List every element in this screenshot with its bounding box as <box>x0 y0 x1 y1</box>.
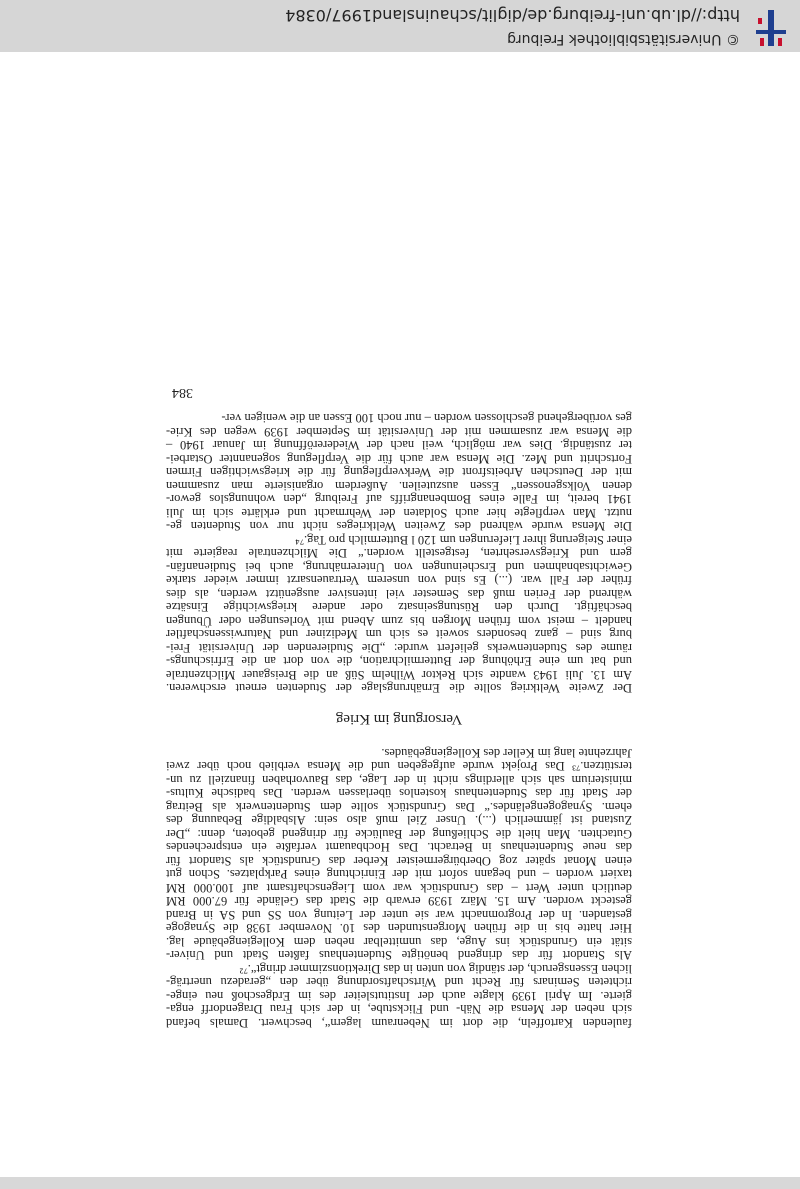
paragraphs-before <box>166 746 632 1030</box>
text-line: einer Steigerung ihrer Lieferungen um 120 l Buttermilch pro Tag.⁷⁴ <box>295 533 632 547</box>
footer-bar <box>0 0 800 52</box>
text-line: räume des Studentenwerks geliefert wurde: „Die Studierenden der Universität Frei- <box>166 641 632 655</box>
text-line: Als Standort für das dringend benötigte Studentenhaus faßten Stadt und Univer- <box>166 948 632 963</box>
text-line: Am 13. Juli 1943 wandte sich Rektor Wilhelm Süß an die Breisgauer Milchzentrale <box>166 668 632 682</box>
text-line: Gutachten. Man hielt die Schließung der Baulücke für dringend geboten, denn: „Der <box>166 827 632 841</box>
text-line: Hier hatte bis in die frühen Morgenstunden des 10. November 1938 die Synagoge <box>166 921 632 936</box>
text-line: richteten Seminars für Recht und Wirtschaftsordnung über den „geradezu unerträg- <box>166 975 632 990</box>
text-line: Die Mensa wurde während des Zweiten Weltkrieges nicht nur von Studenten ge- <box>166 519 632 534</box>
text-line: nutzt. Man verpflegte hier auch Soldaten der Wehrmacht und erklärte sich im Juli <box>166 506 632 520</box>
paragraph <box>166 962 632 1030</box>
text-line: der Stadt für das Studentenhaus kostenlos überlassen werden. Das badische Kultus- <box>166 786 632 801</box>
text-line: ter zuständig. Dies war möglich, weil nach der Wiedereröffnung im Januar 1940 – <box>166 438 632 453</box>
text-line: faulenden Kartoffeln, die dort im Nebenraum lagern“, beschwert. Damals befand <box>166 1016 632 1030</box>
text-line: denen Volksgenossen“ Essen auszuteilen. Außerdem organisierte man zusammen <box>166 479 632 493</box>
footer-text <box>10 4 740 49</box>
text-line: Der Zweite Weltkrieg sollte die Ernährungslage der Studenten erneut erschweren. <box>166 681 632 696</box>
text-line: ministerium sah sich allerdings nicht in der Lage, das Bauvorhaben finanziell zu un- <box>166 773 632 787</box>
page-number: 384 <box>172 385 193 400</box>
text-line: sität ein Grundstück ins Auge, das unmittelbar neben dem Kollegiengebäude lag. <box>166 935 632 949</box>
text-line: lichen Essensgeruch, der ständig von unten in das Direktionszimmer dringt“.⁷² <box>239 962 632 976</box>
text-line: gern und Kriegsversehrten, festgestellt worden.“ Die Milchzentrale reagierte mit <box>166 546 632 561</box>
paragraph <box>166 746 632 962</box>
text-line: während der Ferien muß das Semester viel intensiver ausgenützt werden, als dies <box>166 587 632 601</box>
text-line: beschäftigt. Durch den Rüstungseinsatz oder andere kriegswichtige Einsätze <box>166 600 632 615</box>
text-line: die Mensa war zusammen mit der Universität im September 1939 wegen des Krie- <box>166 425 632 439</box>
text-line: gestanden. In der Progromnacht war sie unter der Leitung von SS und SA in Brand <box>166 908 632 922</box>
text-line: ges vorübergehend geschlossen worden – nur noch 100 Essen an die wenigen ver- <box>221 411 632 426</box>
text-line: das neue Studentenhaus in Betracht. Das Hochbauamt verfaßte ein entsprechendes <box>166 840 632 855</box>
text-line: gierte. Im April 1939 klagte auch der Institutsleiter des im Erdgeschoß neu einge- <box>166 989 632 1003</box>
text-line: Jahrzehnte lang im Keller des Kollegiengebäudes. <box>381 746 632 760</box>
text-line: handelt – meist vom frühen Morgen bis zum Abend mit Vorlesungen oder Übungen <box>166 614 632 628</box>
paragraph <box>166 533 632 695</box>
text-line: taxiert worden – und begann sofort mit der Einrichtung eines Parkplatzes. Schon gut <box>166 867 632 882</box>
text-line: früher der Fall war. (...) Es sind von unserem Vertrauensarzt immer wieder starke <box>166 573 632 588</box>
top-strip <box>0 1177 800 1189</box>
text-line: deutlich unter Wert – das Grundstück war vom Liegenschaftsamt auf 100.000 RM <box>166 881 632 895</box>
text-line: burg sind – ganz besonders soweit es sich um Mediziner und Naturwissenschaftler <box>166 627 632 642</box>
text-line: gesteckt worden. Am 15. März 1939 erwarb die Stadt das Gelände für 67.000 RM <box>166 894 632 909</box>
document-text <box>166 386 632 1030</box>
text-line: Gewichtsabnahmen und Erscheinungen von Unterernährung, auch bei Studienanfän- <box>166 560 632 574</box>
university-library-logo-icon <box>752 8 790 48</box>
paragraphs-after <box>166 411 632 695</box>
text-line: Fortschritt und Mez. Die Mensa war auch für die Verpflegung sogenannter Ostarbei- <box>166 452 632 466</box>
text-line: terstützen.⁷³ Das Projekt wurde aufgegeben und die Mensa verblieb noch über zwei <box>166 759 632 774</box>
text-line: mit der Deutschen Arbeitsfront die Werkverpflegung für die kriegswichtigen Firmen <box>166 465 632 480</box>
text-line: ehem. Synagogengeländes.“ Das Grundstück sollte dem Studentenwerk als Beitrag <box>166 800 632 814</box>
text-line: Zustand ist jämmerlich (...). Unser Ziel muß also sein: Alsbaldige Bebauung des <box>166 813 632 828</box>
footer-library: © Universitätsbibliothek Freiburg <box>507 31 740 47</box>
section-heading: Versorgung im Krieg <box>335 711 463 728</box>
text-line: 1941 bereit, im Falle eines Bombenangriffs auf Freiburg „den wohnungslos gewor- <box>166 492 632 507</box>
text-line: einen Monat später zog Oberbürgermeister Kerber das Grundstück als Standort für <box>166 854 632 868</box>
text-line: und bat um eine Erhöhung der Buttermilchration, die von dort an die Erfrischungs- <box>166 654 632 669</box>
paragraph <box>166 411 632 533</box>
text-line: sich neben der Mensa die Näh- und Flickstube, in der sich Frau Dragendorff enga- <box>166 1002 632 1017</box>
footer-url[interactable]: http://dl.ub.uni-freiburg.de/diglit/schauinsland1997/0384 <box>285 6 740 25</box>
